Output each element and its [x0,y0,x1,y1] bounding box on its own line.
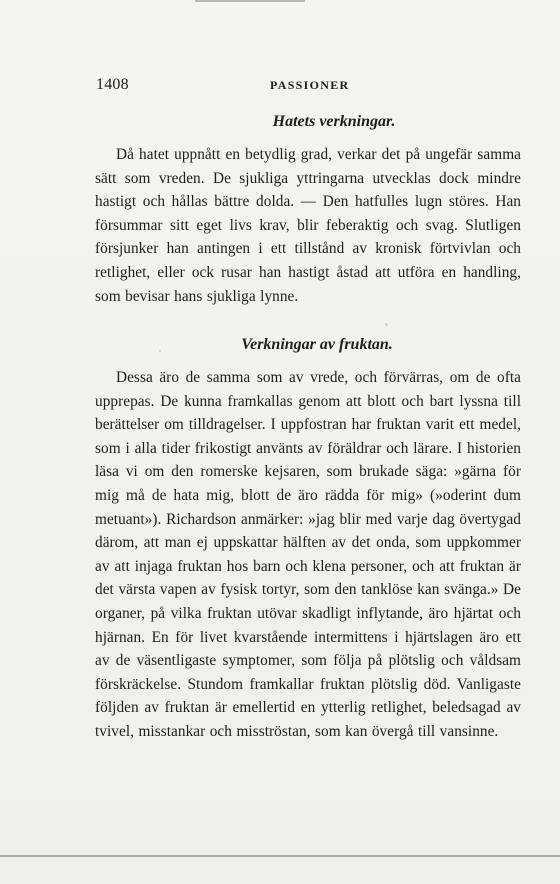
scan-edge-bottom [0,855,560,857]
page-number: 1408 [96,76,129,93]
section-hatets-verkningar [95,111,521,308]
page-header [96,76,456,96]
scan-speck [385,323,388,326]
body-paragraph: Dessa äro de samma som av vrede, och förvärras, om de ofta upprepas. De kunna framkallas genom att blott och bart lyssna till berättelser om tilldragelser. I uppfostran har fruktan varit ett medel, som i alla tider frikostigt använts av föräldrar och lärare. I historien läsa vi om den romerske kejsaren, som brukade säga: »gärna för mig må de hata mig, blott de äro rädda för mig» (»oderint dum metuant»). Richardson anmärker: »jag blir med varje dag övertygad därom, att man ej uppskattar hälften av det onda, som uppkommer av att injaga fruktan hos barn och klena personer, och att fruktan är det värsta vapen av fysisk tortyr, som den tanklöse kan svänga.» De organer, på vilka fruktan utövar skadligt inflytande, äro hjärtat och hjärnan. En för livet kvarstående intermittens i hjärtslagen äro ett av de väsentligaste symptomer, som följa på plötslig och våldsam förskräckelse. Stundom framkallar fruktan plötslig död. Vanligaste följden av fruktan är emellertid en ytterlig retlighet, beledsagad av tvivel, misstankar och misströstan, som kan övergå till vansinne. [95,369,521,740]
section-verkningar-av-fruktan [95,334,521,744]
section-title: Verkningar av fruktan. [241,336,393,353]
body-paragraph: Då hatet uppnått en betydlig grad, verkar det på ungefär samma sätt som vreden. De sjukliga yttringarna utvecklas dock mindre hastigt och hållas bättre dolda. — Den hatfulles lugn störes. Han försummar sitt eget livs krav, blir feberaktig och svag. Slutligen försjunker han antingen i ett tillstånd av kronisk förtvivlan och retlighet, eller ock rusar han hastigt åstad att utföra en handling, som bevisar hans sjukliga lynne. [95,146,521,305]
section-title: Hatets verkningar. [272,113,396,130]
scan-edge-top [195,0,305,2]
running-head: PASSIONER [270,78,350,92]
